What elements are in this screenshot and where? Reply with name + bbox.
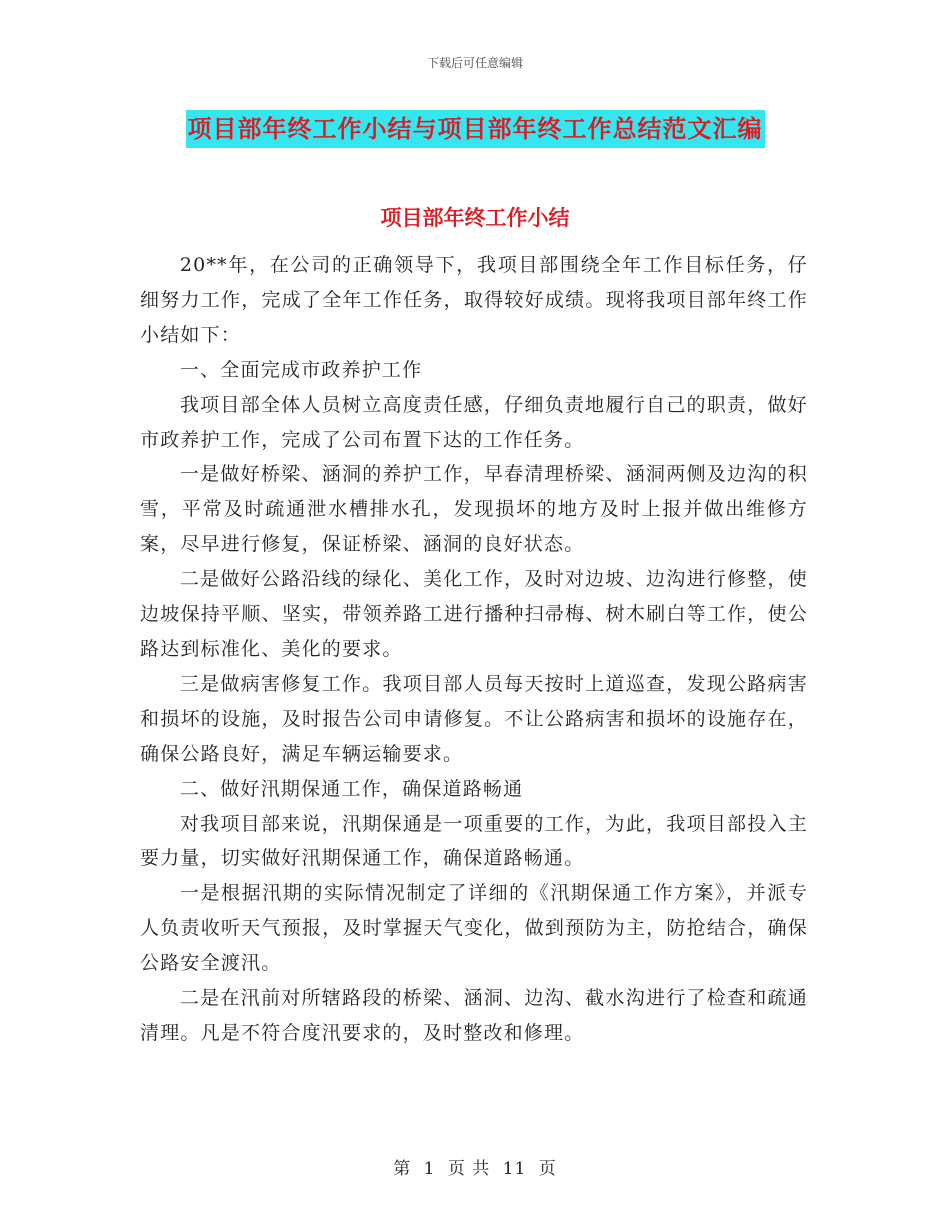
header-note: 下载后可任意编辑 — [426, 56, 523, 70]
page-footer — [0, 1154, 950, 1179]
section-title: 项目部年终工作小结 — [380, 205, 570, 230]
footer-page-number: 1 — [423, 1159, 436, 1179]
paragraph: 我项目部全体人员树立高度责任感，仔细负责地履行自己的职责，做好市政养护工作，完成了公司布置下达的工作任务。 — [140, 393, 808, 451]
document-title: 项目部年终工作小结与项目部年终工作总结范文汇编 — [186, 110, 765, 148]
paragraph: 20**年，在公司的正确领导下，我项目部围绕全年工作目标任务，仔细努力工作，完成了全年工作任务，取得较好成绩。现将我项目部年终工作小结如下： — [140, 254, 808, 346]
paragraph: 对我项目部来说，汛期保通是一项重要的工作，为此，我项目部投入主要力量，切实做好汛期保通工作，确保道路畅通。 — [140, 812, 808, 870]
paragraph: 一是根据汛期的实际情况制定了详细的《汛期保通工作方案》，并派专人负责收听天气预报，及时掌握天气变化，做到预防为主，防抢结合，确保公路安全渡汛。 — [140, 882, 808, 975]
paragraph: 二、做好汛期保通工作，确保道路畅通 — [179, 777, 524, 800]
paragraph: 一、全面完成市政养护工作 — [179, 358, 423, 381]
paragraph: 二是在汛前对所辖路段的桥梁、涵洞、边沟、截水沟进行了检查和疏通清理。凡是不符合度汛要求的，及时整改和修理。 — [140, 987, 808, 1044]
paragraph: 一是做好桥梁、涵洞的养护工作，早春清理桥梁、涵洞两侧及边沟的积雪，平常及时疏通泄水槽排水孔，发现损坏的地方及时上报并做出维修方案，尽早进行修复，保证桥梁、涵洞的良好状态。 — [140, 463, 808, 556]
paragraph: 二是做好公路沿线的绿化、美化工作，及时对边坡、边沟进行修整，使边坡保持平顺、坚实，带领养路工进行播种扫帚梅、树木刷白等工作，使公路达到标准化、美化的要求。 — [140, 568, 808, 660]
paragraph: 三是做病害修复工作。我项目部人员每天按时上道巡查，发现公路病害和损坏的设施，及时报告公司申请修复。不让公路病害和损坏的设施存在，确保公路良好，满足车辆运输要求。 — [140, 672, 808, 765]
document-body — [140, 248, 808, 1051]
footer-suffix: 页 — [538, 1159, 557, 1179]
footer-total-pages: 11 — [502, 1159, 527, 1179]
document-title-container — [0, 110, 950, 148]
footer-prefix: 第 — [393, 1159, 412, 1179]
footer-middle: 页 共 — [447, 1159, 491, 1179]
